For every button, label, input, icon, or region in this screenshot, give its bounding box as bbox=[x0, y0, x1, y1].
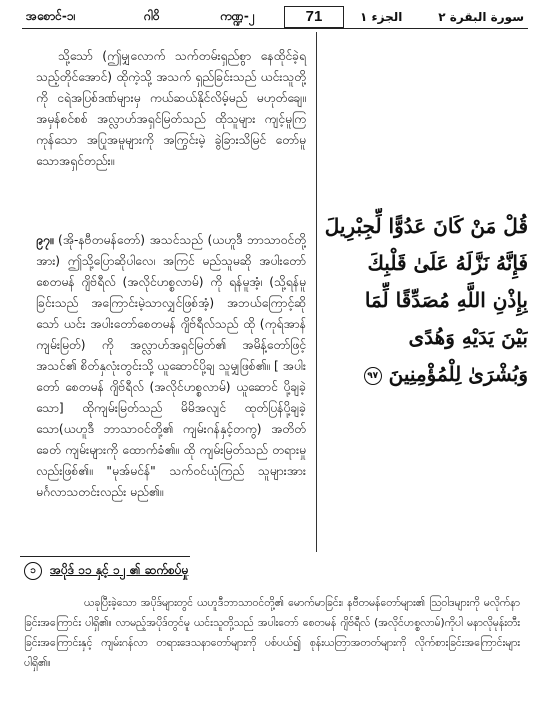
header-section: ဂါဝိ bbox=[144, 9, 160, 23]
translation-paragraph-2 bbox=[36, 230, 306, 503]
footnote-separator bbox=[20, 556, 190, 557]
header-part: ကဏ္ဍ-၂ bbox=[220, 9, 255, 23]
arabic-line-5-text: وَبُشْرَىٰ لِلْمُؤْمِنِينَ bbox=[388, 362, 528, 386]
verse-number-label: ၉၇။ bbox=[36, 233, 54, 248]
arabic-verse bbox=[322, 208, 528, 393]
header-juz: الجزء ١ bbox=[360, 10, 403, 24]
header-surah: سورة البقرة ٢ bbox=[438, 10, 524, 24]
page-number: 71 bbox=[284, 6, 344, 28]
column-divider bbox=[316, 32, 317, 552]
ayah-number-marker: ٩٧ bbox=[364, 367, 382, 385]
footnote-heading bbox=[24, 562, 189, 580]
footnote-text: ယခုပြီးခဲ့သော အပိုဒ်များတွင် ယဟူဒီဘာသာဝင်တို့၏ မောက်မာခြင်း၊ နဗီတမန်တော်များ၏ သြဝါဒများကို မလိုက်နာခြင်းအကြောင်း ပါရှိ၏။ လာမည့်အပိုဒ်တွင်မူ ယင်းသူတို့သည် အပါးတော် စေတမန် ဂျိဗ်ရီလ် (အလိုင်ဟစ္စလာမ်)ကိုပါ မနာလိုမုန်းတီးခြင်းအကြောင်းနှင့် ကျမ်းဂန်လာ တရားဒေသနာတော်များကို ပစ်ပယ်၍ စုန်းယတြာအတတ်များကို လိုက်စားခြင်းအကြောင်းများ ပါရှိ၏။ bbox=[24, 596, 520, 669]
arabic-line-1: قُلْ مَنْ كَانَ عَدُوًّا لِّجِبْرِيلَ bbox=[324, 214, 528, 238]
arabic-line-3: بِإِذْنِ اللَّهِ مُصَدِّقًا لِّمَا bbox=[364, 288, 528, 312]
header-volume: အစောင်-၁၊ bbox=[26, 9, 76, 23]
translation-text: (အို-နဗီတမန်တော်) အသင်သည် (ယဟူဒီ ဘာသာဝင်တို့အား) ဤသို့ပြောဆိုပါလေ၊ အကြင် မည်သူမဆို အပါးတော် စေတမန် ဂျိဗ်ရီလ် (အလိုင်ဟစ္စလာမ်) ကို ရန်မူအံ့၊ (သို့ရန်မူခြင်းသည် အကြောင်းမဲ့သာလျှင်ဖြစ်အံ့) အဘယ်ကြောင့်ဆိုသော် ယင်း အပါးတော်စေတမန် ဂျိဗ်ရီလ်သည် ထို (ကုရ်အာန်ကျမ်းမြတ်) ကို အလ္လာဟ်အရှင်မြတ်၏ အမိန့်တော်ဖြင့် အသင်၏ စိတ်နှလုံးတွင်းသို့ ယူဆောင်ပို့ချ သူမျှဖြစ်၏။ [ အပါးတော် စေတမန် ဂျိဗ်ရီလ် (အလိုင်ဟစ္စလာမ်) ယူဆောင် ပို့ချခဲ့သော] ထိုကျမ်းမြတ်သည် မိမိအလျင် ထုတ်ပြန်ပို့ချခဲ့ သော(ယဟူဒီ ဘာသာဝင်တို့၏ ကျမ်းဂန်နှင့်တကွ) အတိတ်ခေတ် ကျမ်းများကို ထောက်ခံ၏။ ထို ကျမ်းမြတ်သည် တရားမှုလည်းဖြစ်၏။ "မုအ်မင်န်" သက်ဝင်ယုံကြည် သူများအား မင်္ဂလာသတင်းလည်း မည်၏။ bbox=[36, 233, 306, 500]
arabic-line-5 bbox=[322, 356, 528, 393]
translation-paragraph-1: သို့သော် (ဤမျှလောက် သက်တမ်းရှည်စွာ နေထိုင်ခဲ့ရသည့်တိုင်အောင်) ထိုကဲ့သို့ အသက် ရှည်ခြင်းသည် ယင်းသူတို့ကို ငရဲအပြစ်ဒဏ်များမှ ကယ်ဆယ်နိုင်လိမ့်မည် မဟုတ်ချေ။ အမှန်စင်စစ် အလ္လာဟ်အရှင်မြတ်သည် ထိုသူများ ကျင့်မူကြ ကုန်သော အပြုအမူများကို အကြွင်းမဲ့ ခွဲခြားသိမြင် တော်မူသောအရှင်တည်း။ bbox=[36, 49, 306, 169]
arabic-line-4: بَيْنَ يَدَيْهِ وَهُدًى bbox=[408, 325, 528, 349]
page-header bbox=[22, 6, 528, 29]
footnote-number: ၁ bbox=[24, 562, 42, 580]
arabic-line-2: فَإِنَّهُ نَزَّلَهُ عَلَىٰ قَلْبِكَ bbox=[367, 251, 528, 275]
footnote-title: အပိုဒ် ၁၁ နှင့် ၁၂ ၏ ဆက်စပ်မှု bbox=[50, 563, 189, 577]
